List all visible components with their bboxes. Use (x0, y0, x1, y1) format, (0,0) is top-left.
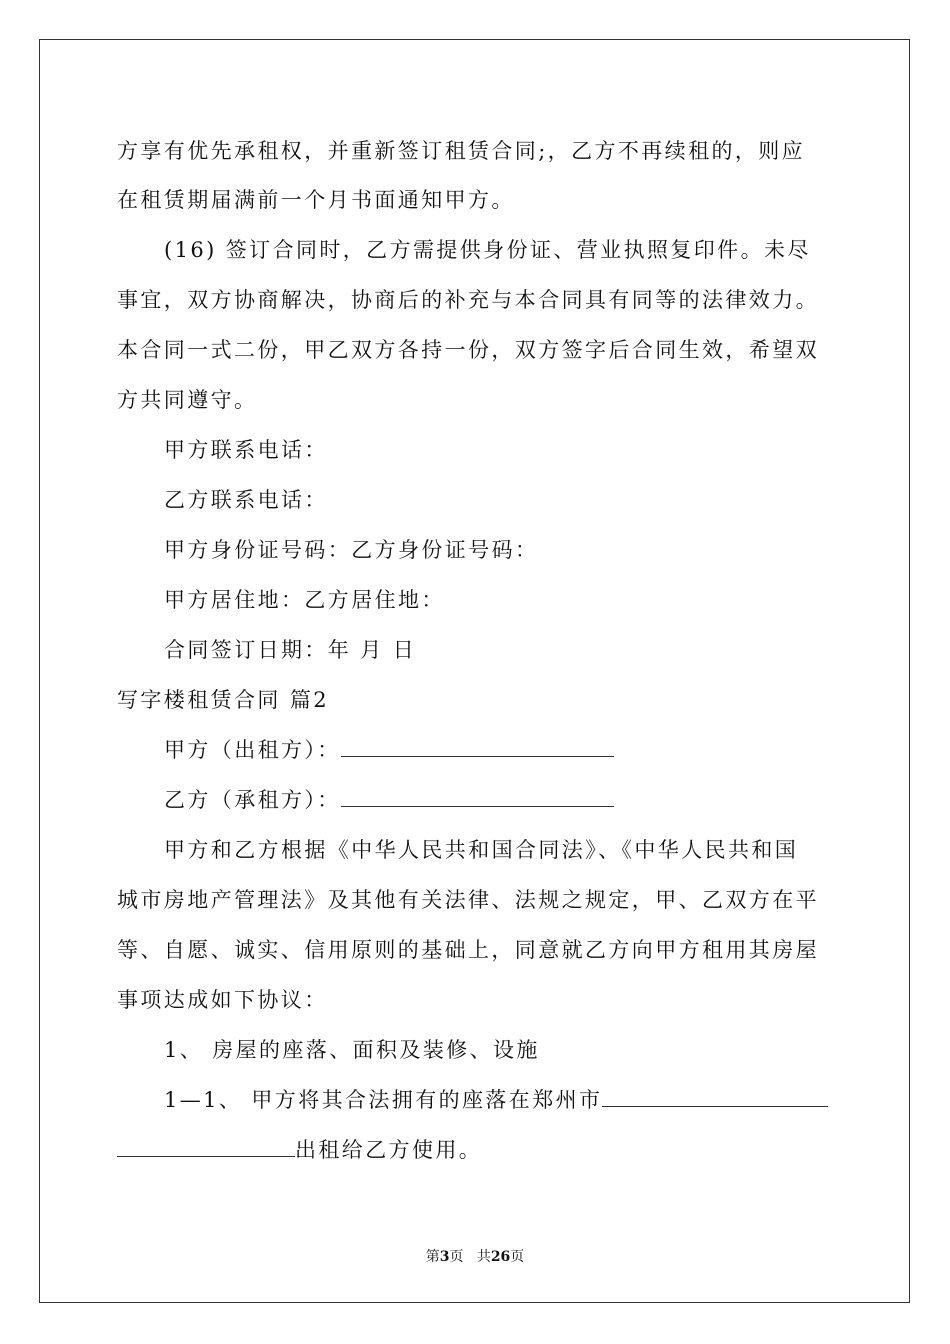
text-line: 本合同一式二份，甲乙双方各持一份，双方签字后合同生效，希望双 (117, 338, 819, 362)
party-b-line (164, 786, 614, 814)
party-b-blank (341, 786, 614, 807)
text-line: 甲方和乙方根据《中华人民共和国合同法》、《中华人民共和国 (164, 838, 799, 862)
address-blank-cont (117, 1136, 295, 1157)
section-heading: 写字楼租赁合同 篇2 (117, 688, 330, 712)
text-line: 等、自愿、诚实、信用原则的基础上，同意就乙方向甲方租用其房屋 (117, 938, 819, 962)
clause-1-1-cont (117, 1136, 482, 1164)
page-prefix: 第 (425, 1249, 440, 1265)
text-line: 方享有优先承租权，并重新签订租赁合同;，乙方不再续租的，则应 (117, 139, 806, 163)
clause-1-1 (164, 1086, 828, 1114)
text-line: 在租赁期届满前一个月书面通知甲方。 (117, 188, 515, 212)
text-line: (16) 签订合同时，乙方需提供身份证、营业执照复印件。未尽 (164, 238, 811, 262)
text-line: 方共同遵守。 (117, 388, 258, 412)
text-line: 事宜，双方协商解决，协商后的补充与本合同具有同等的法律效力。 (117, 288, 819, 312)
contact-phone-b: 乙方联系电话： (164, 488, 328, 512)
total-prefix: 共 (476, 1249, 491, 1265)
clause-1-1-end: 出租给乙方使用。 (295, 1138, 483, 1162)
residence: 甲方居住地：乙方居住地： (164, 588, 445, 612)
total-pages: 26 (490, 1249, 511, 1265)
page-footer (0, 1248, 950, 1266)
signing-date: 合同签订日期：年 月 日 (164, 638, 417, 662)
text-line: 事项达成如下协议： (117, 988, 328, 1012)
contact-phone-a: 甲方联系电话： (164, 438, 328, 462)
party-a-line (164, 736, 614, 764)
total-unit: 页 (510, 1249, 525, 1265)
id-numbers: 甲方身份证号码：乙方身份证号码： (164, 538, 539, 562)
clause-1-1-text: 1—1、 甲方将其合法拥有的座落在郑州市 (164, 1088, 603, 1112)
page-unit: 页 (449, 1249, 464, 1265)
party-a-label: 甲方（出租方）： (164, 738, 341, 762)
page-number: 3 (439, 1249, 450, 1265)
party-b-label: 乙方（承租方）： (164, 788, 341, 812)
clause-heading: 1、 房屋的座落、面积及装修、设施 (164, 1038, 540, 1062)
text-line: 城市房地产管理法》及其他有关法律、法规之规定，甲、乙双方在平 (117, 888, 819, 912)
address-blank (602, 1086, 828, 1107)
party-a-blank (341, 736, 614, 757)
